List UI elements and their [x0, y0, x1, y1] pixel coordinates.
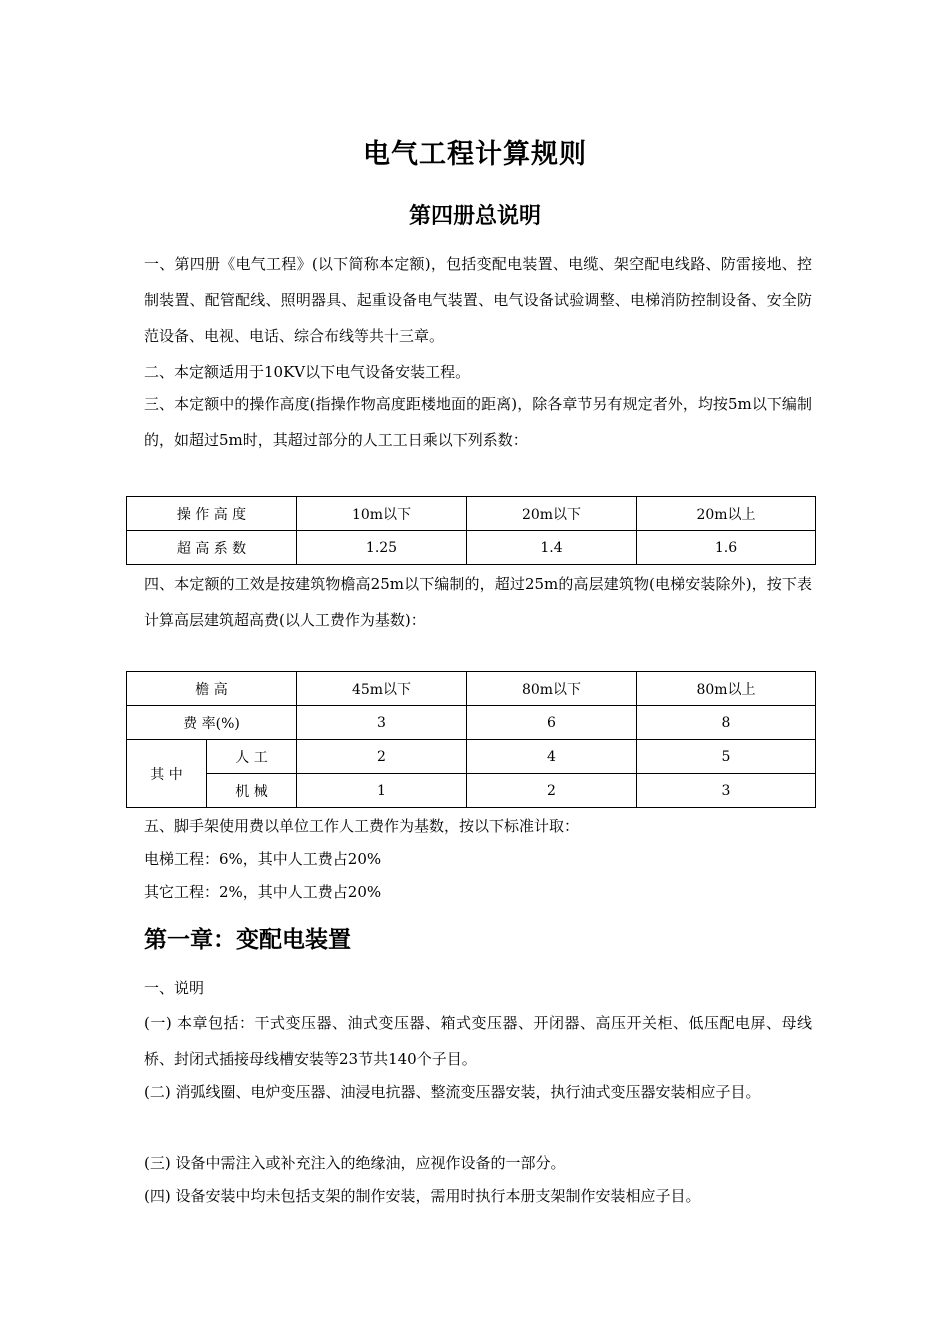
table-cell: 10m以下 — [297, 497, 467, 531]
table-cell: 操 作 高 度 — [127, 497, 297, 531]
chapter-item-1: (一) 本章包括：干式变压器、油式变压器、箱式变压器、开闭器、高压开关柜、低压配电屏、母线桥、封闭式插接母线槽安装等23节共140个子目。 — [144, 1014, 812, 1068]
table-group-label: 其 中 — [127, 740, 207, 808]
table-row — [127, 672, 816, 706]
table-row — [127, 740, 816, 774]
table-row — [127, 531, 816, 565]
table-cell: 机 械 — [207, 774, 297, 808]
table-cell: 4 — [467, 740, 637, 774]
chapter-item-4: (四) 设备安装中均未包括支架的制作安装，需用时执行本册支架制作安装相应子目。 — [144, 1187, 701, 1205]
table-cell: 1 — [297, 774, 467, 808]
paragraph-5: 五、脚手架使用费以单位工作人工费作为基数，按以下标准计取： — [144, 817, 580, 835]
table-cell: 6 — [467, 706, 637, 740]
table-cell: 2 — [297, 740, 467, 774]
table-row — [127, 706, 816, 740]
table-cell: 5 — [637, 740, 816, 774]
table-cell: 2 — [467, 774, 637, 808]
table-row — [127, 774, 816, 808]
high-rise-fee-table — [126, 671, 816, 808]
table-cell: 20m以下 — [467, 497, 637, 531]
table-cell: 人 工 — [207, 740, 297, 774]
chapter-item-2: (二) 消弧线圈、电炉变压器、油浸电抗器、整流变压器安装，执行油式变压器安装相应子目。 — [144, 1083, 761, 1101]
chapter-section-heading: 一、说明 — [144, 979, 205, 997]
table-cell: 3 — [637, 774, 816, 808]
paragraph-4: 四、本定额的工效是按建筑物檐高25m以下编制的，超过25m的高层建筑物(电梯安装除外)，按下表计算高层建筑超高费(以人工费作为基数)： — [144, 575, 812, 629]
intro-paragraph-3: 三、本定额中的操作高度(指操作物高度距楼地面的距离)，除各章节另有规定者外，均按5m以下编制的，如超过5m时，其超过部分的人工工日乘以下列系数： — [144, 395, 812, 449]
table-cell: 80m以上 — [637, 672, 816, 706]
table-cell: 费 率(%) — [127, 706, 297, 740]
paragraph-5-other: 其它工程：2%，其中人工费占20% — [144, 883, 382, 901]
table-cell: 檐 高 — [127, 672, 297, 706]
table-row — [127, 497, 816, 531]
height-coefficient-table — [126, 496, 816, 565]
section-title: 第四册总说明 — [408, 204, 541, 229]
chapter-item-3: (三) 设备中需注入或补充注入的绝缘油，应视作设备的一部分。 — [144, 1154, 566, 1172]
chapter-title: 第一章：变配电装置 — [144, 927, 351, 953]
page-title: 电气工程计算规则 — [363, 139, 587, 170]
paragraph-5-elevator: 电梯工程：6%，其中人工费占20% — [144, 850, 382, 868]
table-cell: 1.6 — [637, 531, 816, 565]
table-cell: 45m以下 — [297, 672, 467, 706]
table-cell: 1.25 — [297, 531, 467, 565]
table-cell: 8 — [637, 706, 816, 740]
intro-paragraph-1: 一、第四册《电气工程》(以下简称本定额)，包括变配电装置、电缆、架空配电线路、防雷接地、控制装置、配管配线、照明器具、起重设备电气装置、电气设备试验调整、电梯消防控制设备、安全防范设备、电视、电话、综合布线等共十三章。 — [144, 255, 812, 345]
table-cell: 超 高 系 数 — [127, 531, 297, 565]
table-cell: 20m以上 — [637, 497, 816, 531]
table-cell: 1.4 — [467, 531, 637, 565]
intro-paragraph-2: 二、本定额适用于10KV以下电气设备安装工程。 — [144, 363, 471, 381]
table-cell: 3 — [297, 706, 467, 740]
table-cell: 80m以下 — [467, 672, 637, 706]
